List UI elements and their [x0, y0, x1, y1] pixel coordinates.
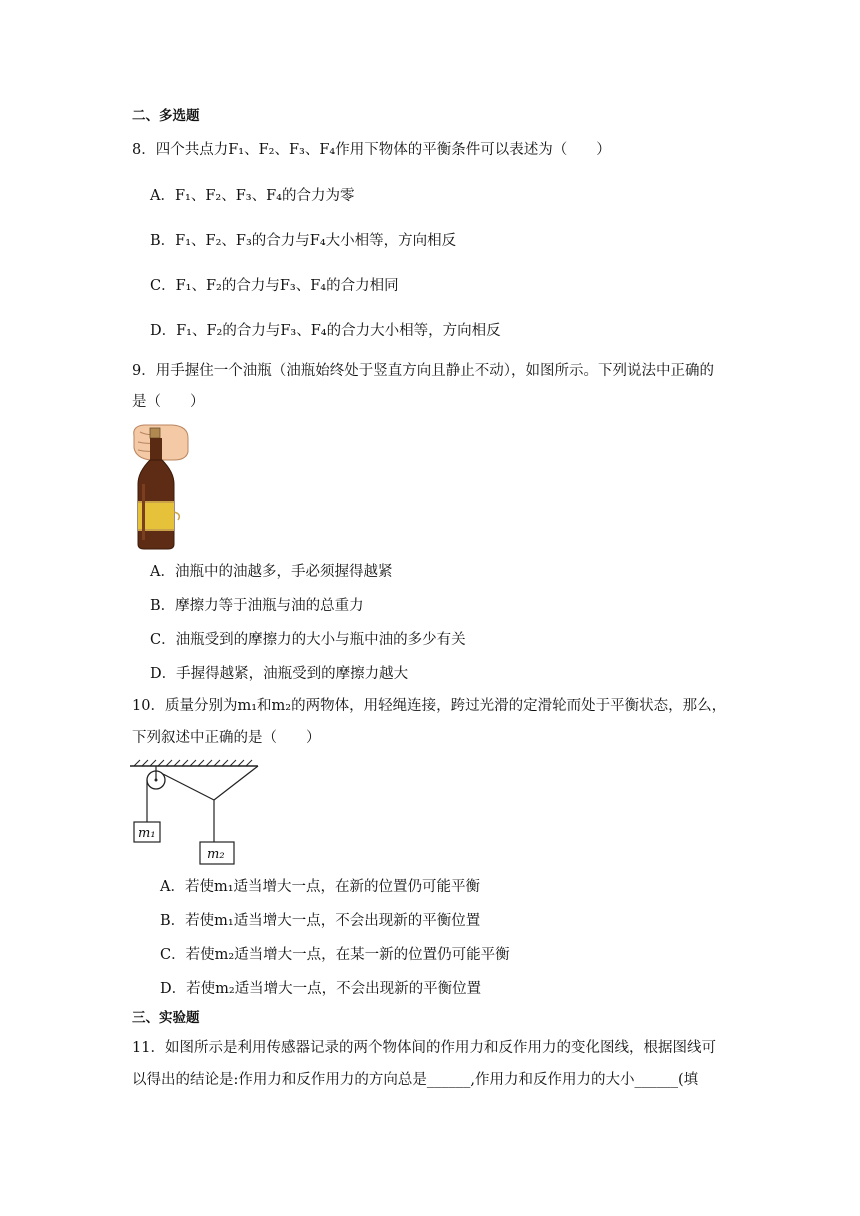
question-8-option-b: B．F₁、F₂、F₃的合力与F₄大小相等，方向相反: [150, 233, 457, 249]
mass-m2-label: m₂: [207, 847, 225, 862]
question-9-option-a: A．油瓶中的油越多，手必须握得越紧: [150, 564, 393, 580]
question-10-stem-line-2: 下列叙述中正确的是（ ）: [132, 730, 321, 746]
question-9-stem-line-2: 是（ ）: [132, 394, 205, 410]
question-8-option-d: D．F₁、F₂的合力与F₃、F₄的合力大小相等，方向相反: [150, 323, 501, 339]
mass-m1-label: m₁: [138, 826, 156, 841]
oil-bottle-hand-figure: [128, 422, 192, 552]
question-9-stem-line-1: 9．用手握住一个油瓶（油瓶始终处于竖直方向且静止不动），如图所示。下列说法中正确的: [132, 363, 714, 379]
question-11-stem-line-1: 11．如图所示是利用传感器记录的两个物体间的作用力和反作用力的变化图线，根据图线可: [132, 1040, 716, 1056]
question-9-option-c: C．油瓶受到的摩擦力的大小与瓶中油的多少有关: [150, 632, 466, 648]
question-11-stem-line-2: 以得出的结论是:作用力和反作用力的方向总是______,作用力和反作用力的大小______(填: [132, 1072, 699, 1088]
question-10-stem-line-1: 10．质量分别为m₁和m₂的两物体，用轻绳连接，跨过光滑的定滑轮而处于平衡状态，那么，: [132, 698, 727, 714]
section-heading-experiment: 三、实验题: [132, 1010, 200, 1026]
question-10-option-b: B．若使m₁适当增大一点，不会出现新的平衡位置: [160, 913, 481, 929]
question-10-option-a: A．若使m₁适当增大一点，在新的位置仍可能平衡: [160, 879, 481, 895]
question-8-option-a: A．F₁、F₂、F₃、F₄的合力为零: [150, 188, 355, 204]
question-8-stem: 8．四个共点力F₁、F₂、F₃、F₄作用下物体的平衡条件可以表述为（ ）: [132, 142, 611, 158]
question-9-option-d: D．手握得越紧，油瓶受到的摩擦力越大: [150, 666, 409, 682]
question-8-option-c: C．F₁、F₂的合力与F₃、F₄的合力相同: [150, 278, 399, 294]
question-9-option-b: B．摩擦力等于油瓶与油的总重力: [150, 598, 364, 614]
question-10-option-d: D．若使m₂适当增大一点，不会出现新的平衡位置: [160, 981, 482, 997]
question-10-option-c: C．若使m₂适当增大一点，在某一新的位置仍可能平衡: [160, 947, 510, 963]
section-heading-multiple-choice: 二、多选题: [132, 108, 200, 124]
pulley-masses-figure: [128, 758, 262, 866]
